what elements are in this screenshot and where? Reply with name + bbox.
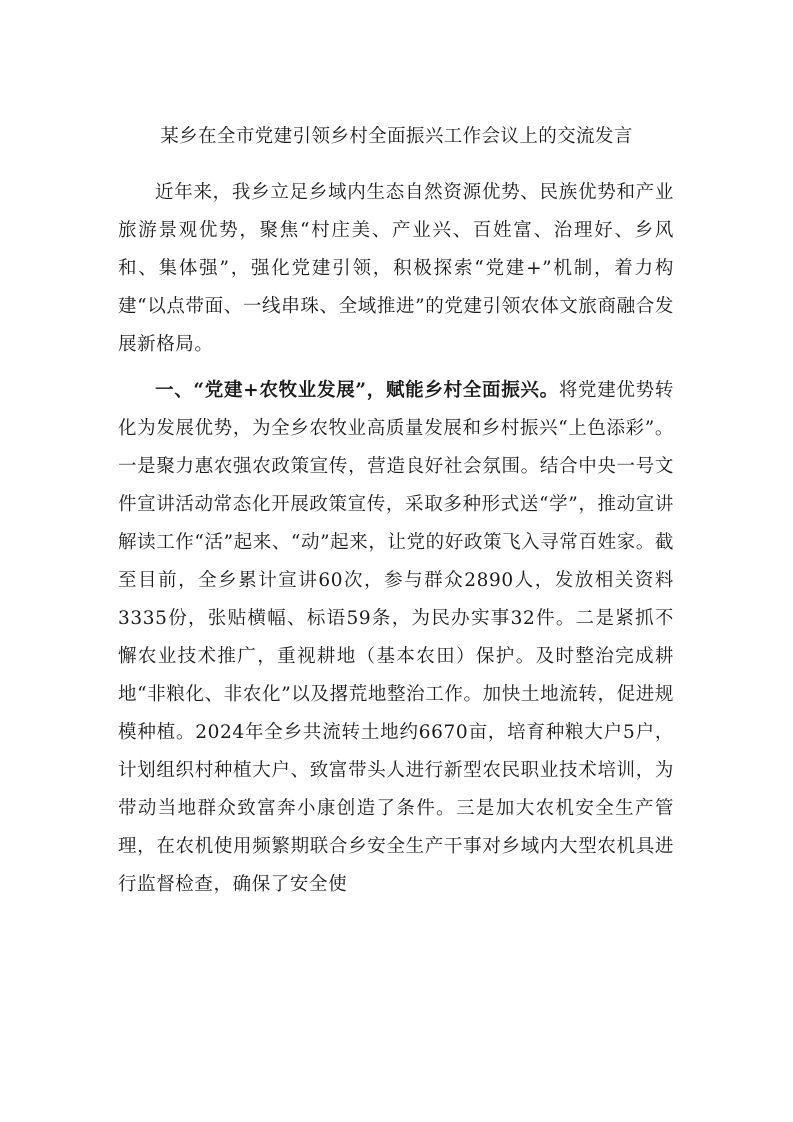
- intro-paragraph: 近年来，我乡立足乡域内生态自然资源优势、民族优势和产业旅游景观优势，聚焦“村庄美、产业兴、百姓富、治理好、乡风和、集体强”，强化党建引领，积极探索“党建+”机制，着力构建“以点带面、一线串珠、全域推进”的党建引领农体文旅商融合发展新格局。: [118, 182, 674, 355]
- document-title: 某乡在全市党建引领乡村全面振兴工作会议上的交流发言: [160, 126, 633, 147]
- section-1-body: 将党建优势转化为发展优势，为全乡农牧业高质量发展和乡村振兴“上色添彩”。一是聚力惠农强农政策宣传，营造良好社会氛围。结合中央一号文件宣讲活动常态化开展政策宣传，采取多种形式送“学”，推动宣讲解读工作“活”起来、“动”起来，让党的好政策飞入寻常百姓家。截至目前，全乡累计宣讲60次，参与群众2890人，发放相关资料3335份，张贴横幅、标语59条，为民办实事32件。二是紧抓不懈农业技术推广，重视耕地（基本农田）保护。及时整治完成耕地“非粮化、非农化”以及撂荒地整治工作。加快土地流转，促进规模种植。2024年全乡共流转土地约6670亩，培育种粮大户5户，计划组织村种植大户、致富带头人进行新型农民职业技术培训，为带动当地群众致富奔小康创造了条件。三是加大农机安全生产管理，在农机使用频繁期联合乡安全生产干事对乡域内大型农机具进行监督检查，确保了安全使: [118, 380, 674, 895]
- section-1-paragraph: [118, 372, 674, 904]
- section-1-heading: 一、“党建+农牧业发展”，赋能乡村全面振兴。: [155, 380, 559, 401]
- document-body: [118, 174, 674, 904]
